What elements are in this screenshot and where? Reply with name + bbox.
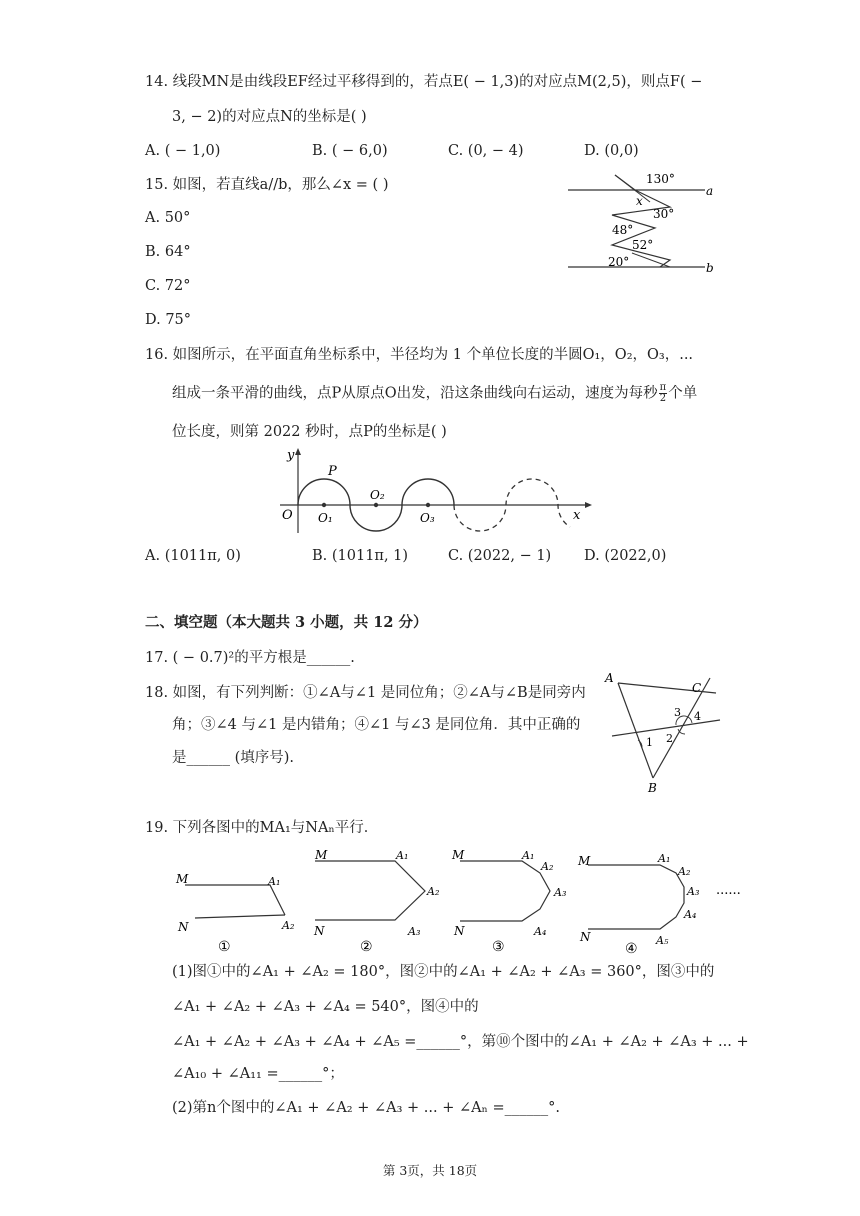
q16-speed-fraction — [659, 383, 668, 404]
q14-line2: 3, − 2)的对应点N的坐标是( ) — [172, 109, 367, 125]
q19-f3-caption: ③ — [492, 939, 505, 955]
q19-f3-m: M — [452, 848, 465, 862]
q14-option-c: C. (0, − 4) — [448, 143, 524, 159]
q16-speed-denominator: 2 — [659, 393, 667, 404]
section-title: 二、填空题（本大题共 3 小题，共 12 分） — [145, 614, 428, 631]
q19-f4-a4: A₄ — [684, 908, 697, 921]
q19-f2-a3: A₃ — [408, 925, 421, 938]
q19-f2-caption: ② — [360, 939, 373, 955]
q19-f1-a1: A₁ — [268, 875, 281, 888]
q18-line1: 18. 如图，有下列判断：①∠A与∠1 是同位角；②∠A与∠B是同旁内 — [145, 685, 586, 701]
q19-f3-a3: A₃ — [554, 886, 567, 899]
q19-figure — [170, 843, 760, 958]
q19-f1-n: N — [178, 920, 189, 934]
q16-line1: 16. 如图所示，在平面直角坐标系中，半径均为 1 个单位长度的半圆O₁，O₂，O₃，... — [145, 347, 694, 363]
q16-label-p: P — [328, 464, 337, 479]
q19-f4-m: M — [578, 854, 591, 868]
q18-label-3: 3 — [674, 706, 681, 719]
q19-f2-n: N — [314, 924, 325, 938]
q18-line2: 角；③∠4 与∠1 是内错角；④∠1 与∠3 是同位角．其中正确的 — [172, 717, 581, 733]
q16-option-c: C. (2022, − 1) — [448, 548, 552, 564]
q19-f1-m: M — [176, 872, 189, 886]
q15-label-x: x — [636, 194, 643, 208]
q19-f2-m: M — [315, 848, 328, 862]
q18-label-1: 1 — [646, 736, 653, 749]
q19-f4-caption: ④ — [625, 941, 638, 957]
q19-p2-line1: (2)第n个图中的∠A₁ + ∠A₂ + ∠A₃ + ... + ∠Aₙ =______°. — [172, 1100, 560, 1116]
q16-line2-b: 个单 — [668, 385, 698, 402]
q15-label-48: 48° — [612, 223, 634, 237]
q19-f2-a1: A₁ — [396, 849, 409, 862]
q14-line1: 14. 线段MN是由线段EF经过平移得到的，若点E( − 1,3)的对应点M(2,5)，则点F( − — [145, 74, 703, 90]
q16-line2-a: 组成一条平滑的曲线，点P从原点O出发，沿这条曲线向右运动，速度为每秒 — [172, 385, 658, 402]
q19-f4-a2: A₂ — [678, 865, 691, 878]
q16-label-o1: O₁ — [318, 511, 333, 525]
q18-label-c: C — [692, 681, 702, 695]
q19-f1-a2: A₂ — [282, 919, 295, 932]
q15-figure — [560, 165, 720, 275]
q14-option-d: D. (0,0) — [584, 143, 639, 159]
q19-line1: 19. 下列各图中的MA₁与NAₙ平行． — [145, 820, 379, 836]
q16-option-b: B. (1011π, 1) — [312, 548, 409, 564]
q19-p1-line1: (1)图①中的∠A₁ + ∠A₂ = 180°，图②中的∠A₁ + ∠A₂ + ∠A₃ = 360°，图③中的 — [172, 964, 715, 980]
q19-f1-caption: ① — [218, 939, 231, 955]
q15-option-a: A. 50° — [145, 210, 191, 226]
q18-line3: 是______ (填序号). — [172, 750, 295, 766]
q16-figure — [270, 445, 600, 540]
q18-label-b: B — [648, 781, 657, 795]
q19-f4-a3: A₃ — [687, 885, 700, 898]
q16-option-a: A. (1011π, 0) — [145, 548, 241, 564]
q15-label-52: 52° — [632, 238, 654, 252]
q19-f4-a1: A₁ — [658, 852, 671, 865]
q18-label-a: A — [605, 671, 614, 685]
q15-label-20: 20° — [608, 255, 630, 269]
q14-option-b: B. ( − 6,0) — [312, 143, 388, 159]
q19-f4-a5: A₅ — [656, 934, 669, 947]
q15-label-a: a — [706, 184, 714, 198]
q15-option-b: B. 64° — [145, 244, 191, 260]
q19-p1-line2: ∠A₁ + ∠A₂ + ∠A₃ + ∠A₄ = 540°，图④中的 — [172, 999, 479, 1015]
q16-speed-numerator: π — [659, 382, 667, 393]
q14-option-a: A. ( − 1,0) — [145, 143, 221, 159]
q19-p1-line3: ∠A₁ + ∠A₂ + ∠A₃ + ∠A₄ + ∠A₅ =______°，第⑩个图中的∠A₁ + ∠A₂ + ∠A₃ + ... + — [172, 1034, 749, 1050]
q18-figure — [598, 668, 728, 796]
q16-option-d: D. (2022,0) — [584, 548, 667, 564]
q16-label-o: O — [282, 508, 293, 523]
q19-f4-n: N — [580, 930, 591, 944]
q15-label-30: 30° — [653, 207, 675, 221]
q15-line1: 15. 如图，若直线a//b，那么∠x = ( ) — [145, 177, 389, 193]
q15-option-d: D. 75° — [145, 312, 192, 328]
q16-label-y: y — [287, 448, 295, 463]
q16-label-o2: O₂ — [370, 488, 385, 502]
q15-label-130: 130° — [646, 172, 675, 186]
q19-f3-a4: A₄ — [534, 925, 547, 938]
q19-f3-a1: A₁ — [522, 849, 535, 862]
q15-label-b: b — [706, 261, 714, 275]
q19-continuation-dots: ...... — [716, 883, 741, 898]
q16-label-x: x — [573, 508, 581, 523]
q19-f3-a2: A₂ — [541, 860, 554, 873]
q16-line2 — [172, 383, 697, 404]
q19-p1-line4: ∠A₁₀ + ∠A₁₁ =______°； — [172, 1066, 344, 1082]
q16-label-o3: O₃ — [420, 511, 435, 525]
page-footer: 第 3页，共 18页 — [382, 1163, 478, 1178]
q18-label-2: 2 — [666, 732, 673, 745]
q19-f2-a2: A₂ — [427, 885, 440, 898]
q16-line3: 位长度，则第 2022 秒时，点P的坐标是( ) — [172, 424, 447, 440]
q17-line1: 17. ( − 0.7)²的平方根是______. — [145, 650, 355, 666]
q15-option-c: C. 72° — [145, 278, 191, 294]
q19-f3-n: N — [454, 924, 465, 938]
q18-label-4: 4 — [694, 710, 701, 723]
